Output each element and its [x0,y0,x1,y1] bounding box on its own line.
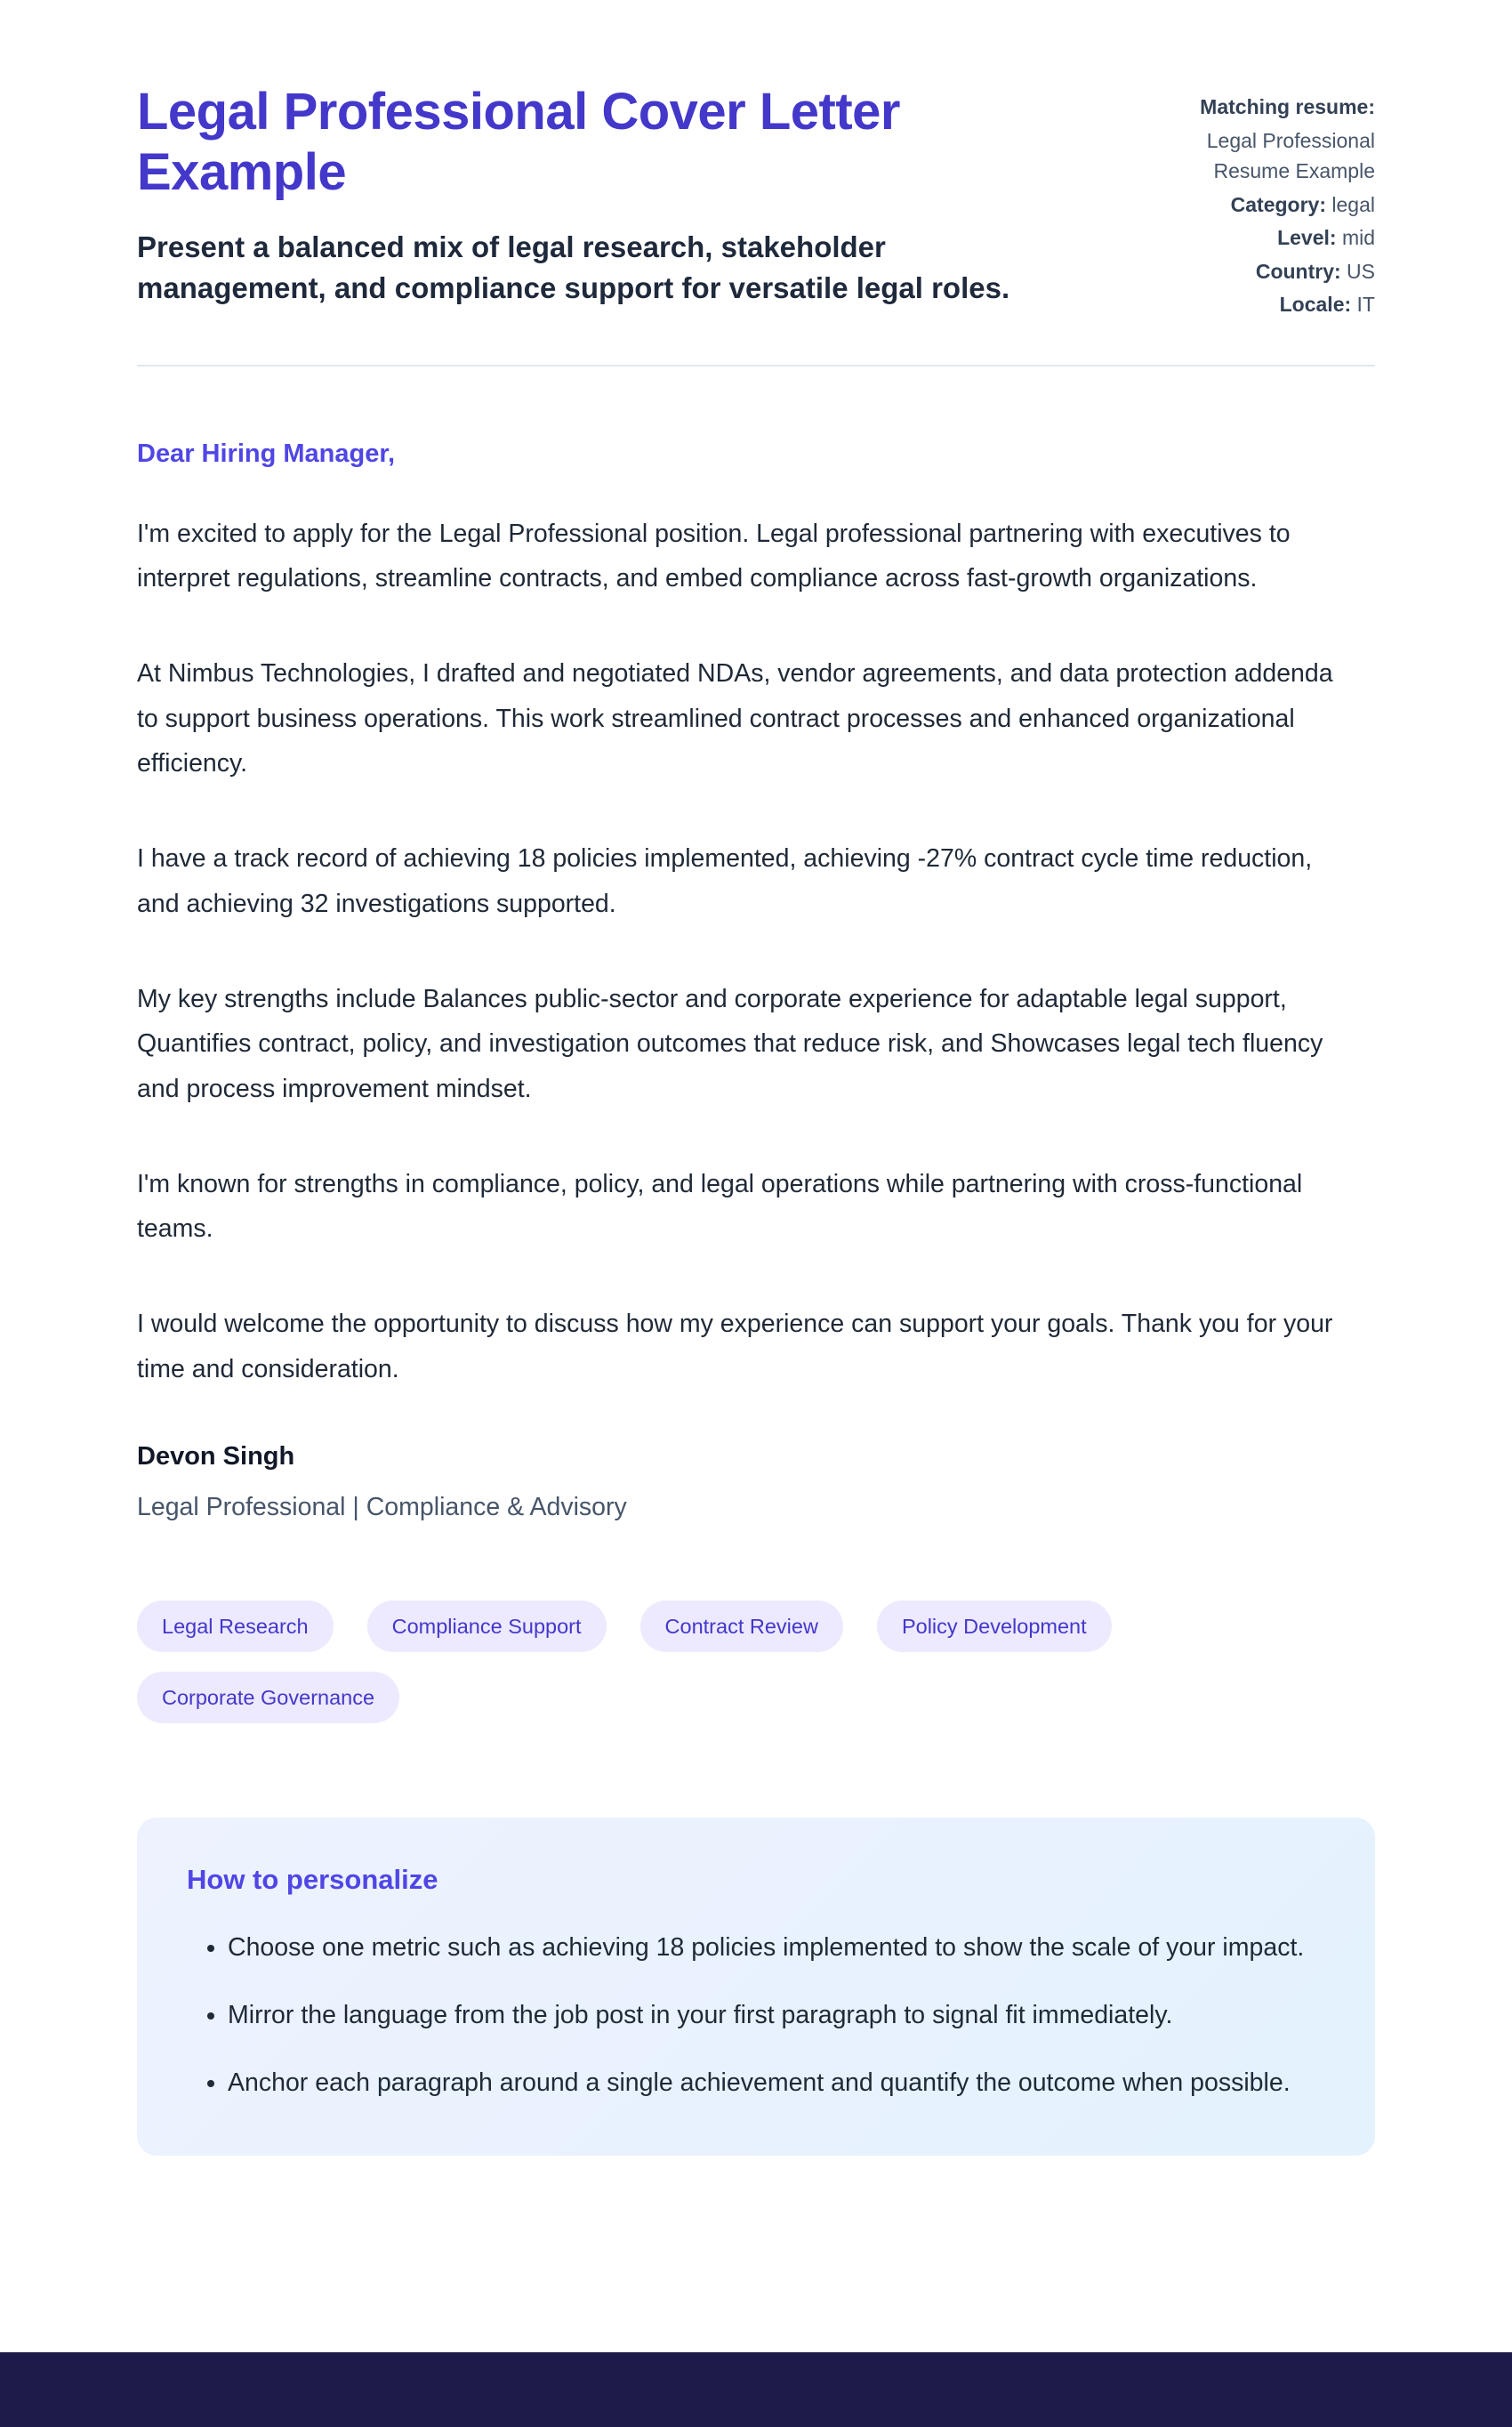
personalize-tip: • Choose one metric such as achieving 18 policies implemented to show the scale of your impact. [228,1926,1325,1971]
meta-field-level [1126,222,1375,254]
page-subtitle: Present a balanced mix of legal research, stakeholder management, and compliance support for versatile legal roles. [137,230,1010,305]
meta-value-locale: IT [1356,293,1375,316]
signature-title: Legal Professional | Compliance & Advisory [137,1492,627,1521]
personalize-tip: • Anchor each paragraph around a single achievement and quantify the outcome when possible. [228,2061,1325,2106]
meta-field-category [1126,189,1375,221]
letter-greeting: Dear Hiring Manager, [137,439,396,468]
page-header [137,82,1375,320]
matching-resume-value: Legal Professional Resume Example [1206,128,1375,182]
letter-paragraph: I have a track record of achieving 18 policies implemented, achieving -27% contract cycle time reduction, and achieving 32 investigations supported. [137,844,1313,918]
personalize-heading: How to personalize [187,1863,438,1895]
personalize-box [137,1818,1375,2156]
meta-field-country [1126,256,1375,287]
personalize-tip-list [187,1926,1325,2106]
meta-value-category: legal [1331,192,1375,216]
page-title: Legal Professional Cover Letter Example [137,83,900,202]
meta-label-country: Country: [1255,259,1341,283]
letter-paragraph: I'm known for strengths in compliance, policy, and legal operations while partnering with cross-functional teams. [137,1169,1303,1244]
letter-paragraph: At Nimbus Technologies, I drafted and negotiated NDAs, vendor agreements, and data protection addenda to support business operations. This work streamlined contract processes and enhanced organizational efficiency. [137,658,1333,778]
main-content [137,0,1375,2352]
meta-field-locale [1126,289,1375,320]
footer-bar [0,2352,1512,2427]
letter-paragraph: I would welcome the opportunity to discuss how my experience can support your goals. Thank you for your time and consideration. [137,1310,1333,1383]
skill-tag-corporate-governance: Corporate Governance [137,1672,399,1723]
signature-name: Devon Singh [137,1441,295,1471]
skill-tag-legal-research: Legal Research [137,1601,334,1652]
resume-meta [1126,82,1375,320]
personalize-tip: • Mirror the language from the job post in your first paragraph to signal fit immediately. [228,1994,1325,2038]
letter-paragraph: I'm excited to apply for the Legal Professional position. Legal professional partnering with executives to interpret regulations, streamline contracts, and embed compliance across fast-growth organizations. [137,519,1291,593]
title-block [137,82,1026,309]
letter-paragraph: My key strengths include Balances public-sector and corporate experience for adaptable legal support, Quantifies contract, policy, and investigation outcomes that reduce risk, and Showcases legal tech fluency and process improvement mindset. [137,984,1323,1103]
meta-label-locale: Locale: [1279,293,1352,316]
meta-value-level: mid [1341,226,1375,249]
meta-value-country: US [1347,259,1375,283]
meta-label-category: Category: [1230,192,1326,216]
skill-tag-policy-development: Policy Development [877,1601,1112,1652]
signature-block [137,1442,1375,1522]
letter-body [137,512,1375,1392]
skill-tag-contract-review: Contract Review [640,1601,843,1652]
skill-tag-compliance-support: Compliance Support [367,1601,607,1652]
meta-label-level: Level: [1277,226,1337,249]
matching-resume-label: Matching resume: [1200,95,1375,118]
header-divider [137,365,1375,367]
skill-tag-list [137,1601,1375,1723]
